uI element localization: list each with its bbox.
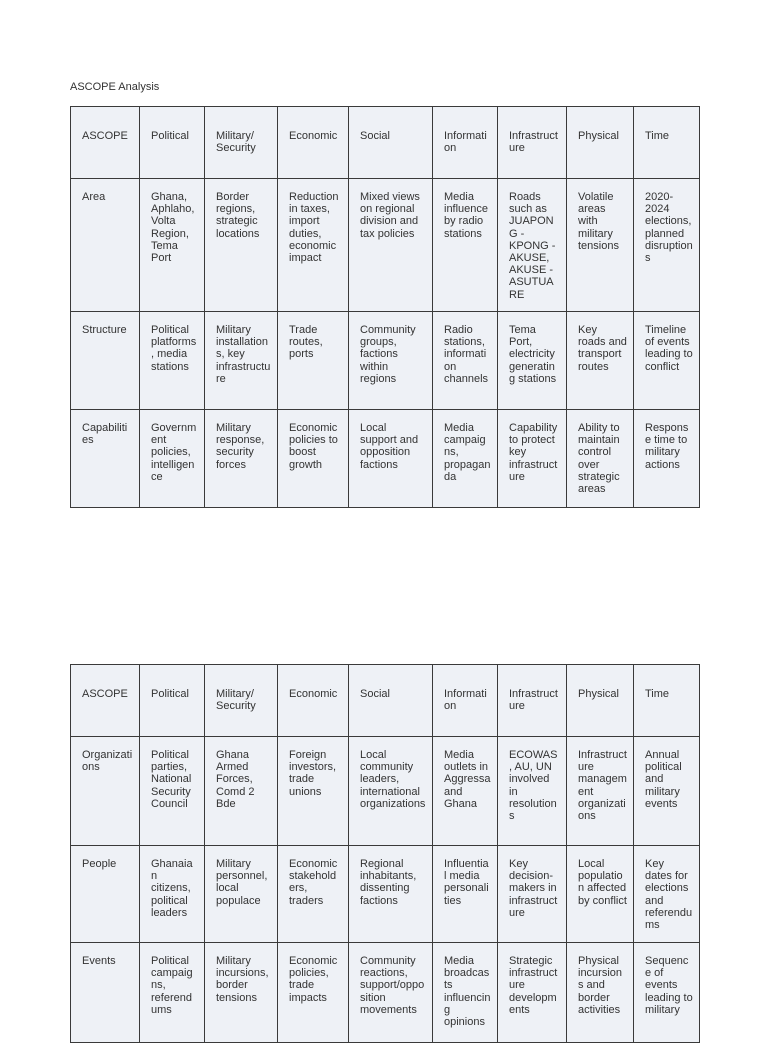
table-cell: Border regions, strategic locations [205,179,278,312]
header-cell-economic: Economic [278,665,349,737]
table-cell: Ghana, Aphlaho, Volta Region, Tema Port [140,179,205,312]
header-cell-physical: Physical [567,665,634,737]
table-cell: 2020-2024 elections, planned disruptions [634,179,700,312]
table-cell: Media outlets in Aggressa and Ghana [433,737,498,846]
table-cell: Trade routes, ports [278,312,349,410]
table-row-events [71,943,700,1043]
table-row-people [71,846,700,943]
table-cell: Community groups, factions within regions [349,312,433,410]
table-cell: Timeline of events leading to conflict [634,312,700,410]
table-header-row [71,665,700,737]
table-cell: Tema Port, electricity generating stations [498,312,567,410]
table-cell: Media influence by radio stations [433,179,498,312]
header-cell-political: Political [140,107,205,179]
row-label-cell: Capabilities [71,410,140,508]
table-cell: Media broadcasts influencing opinions [433,943,498,1043]
row-label-cell: Organizations [71,737,140,846]
table-cell: Sequence of events leading to military [634,943,700,1043]
document-title: ASCOPE Analysis [70,81,160,93]
table-cell: Local community leaders, international organizations [349,737,433,846]
header-cell-military-security: Military/ Security [205,665,278,737]
table-cell: Roads such as JUAPONG - KPONG - AKUSE, AKUSE - ASUTUARE [498,179,567,312]
header-cell-political: Political [140,665,205,737]
table-cell: Response time to military actions [634,410,700,508]
table-cell: Volatile areas with military tensions [567,179,634,312]
table-cell: Military personnel, local populace [205,846,278,943]
table-cell: Media campaigns, propaganda [433,410,498,508]
table-cell: Capability to protect key infrastructure [498,410,567,508]
table-cell: Infrastructure management organizations [567,737,634,846]
row-label-cell: Events [71,943,140,1043]
table-row-capabilities [71,410,700,508]
table-cell: Ghana Armed Forces, Comd 2 Bde [205,737,278,846]
table-cell: Physical incursions and border activities [567,943,634,1043]
header-cell-information: Information [433,107,498,179]
row-label-cell: People [71,846,140,943]
header-cell-infrastructure: Infrastructure [498,665,567,737]
table-cell: Economic policies to boost growth [278,410,349,508]
header-cell-social: Social [349,107,433,179]
table-cell: Government policies, intelligence [140,410,205,508]
table-row-area [71,179,700,312]
header-cell-time: Time [634,107,700,179]
table-cell: Reduction in taxes, import duties, economic impact [278,179,349,312]
header-cell-social: Social [349,665,433,737]
header-cell-economic: Economic [278,107,349,179]
header-cell-physical: Physical [567,107,634,179]
table-cell: Military response, security forces [205,410,278,508]
table-cell: Regional inhabitants, dissenting factions [349,846,433,943]
header-cell-information: Information [433,665,498,737]
table-header-row [71,107,700,179]
table-cell: Political campaigns, referendums [140,943,205,1043]
header-cell-infrastructure: Infrastructure [498,107,567,179]
ascope-table-2 [70,664,700,1043]
table-row-structure [71,312,700,410]
header-cell-ascope: ASCOPE [71,107,140,179]
table-cell: Ghanaian citizens, political leaders [140,846,205,943]
table-cell: Mixed views on regional division and tax policies [349,179,433,312]
ascope-table-1 [70,106,700,508]
table-cell: Key dates for elections and referendums [634,846,700,943]
header-cell-time: Time [634,665,700,737]
row-label-cell: Structure [71,312,140,410]
table-cell: Influential media personalities [433,846,498,943]
table-cell: Community reactions, support/opposition movements [349,943,433,1043]
header-cell-military-security: Military/ Security [205,107,278,179]
table-cell: Political parties, National Security Council [140,737,205,846]
table-cell: Military incursions, border tensions [205,943,278,1043]
table-cell: Ability to maintain control over strategic areas [567,410,634,508]
table-cell: Military installations, key infrastructure [205,312,278,410]
table-cell: Key roads and transport routes [567,312,634,410]
header-cell-ascope: ASCOPE [71,665,140,737]
table-cell: Local population affected by conflict [567,846,634,943]
table-cell: Local support and opposition factions [349,410,433,508]
table-cell: Radio stations, information channels [433,312,498,410]
table-cell: Economic stakeholders, traders [278,846,349,943]
table-cell: Economic policies, trade impacts [278,943,349,1043]
table-cell: Key decision-makers in infrastructure [498,846,567,943]
table-cell: ECOWAS, AU, UN involved in resolutions [498,737,567,846]
table-cell: Annual political and military events [634,737,700,846]
table-cell: Political platforms, media stations [140,312,205,410]
table-cell: Strategic infrastructure developments [498,943,567,1043]
table-cell: Foreign investors, trade unions [278,737,349,846]
table-row-organizations [71,737,700,846]
row-label-cell: Area [71,179,140,312]
